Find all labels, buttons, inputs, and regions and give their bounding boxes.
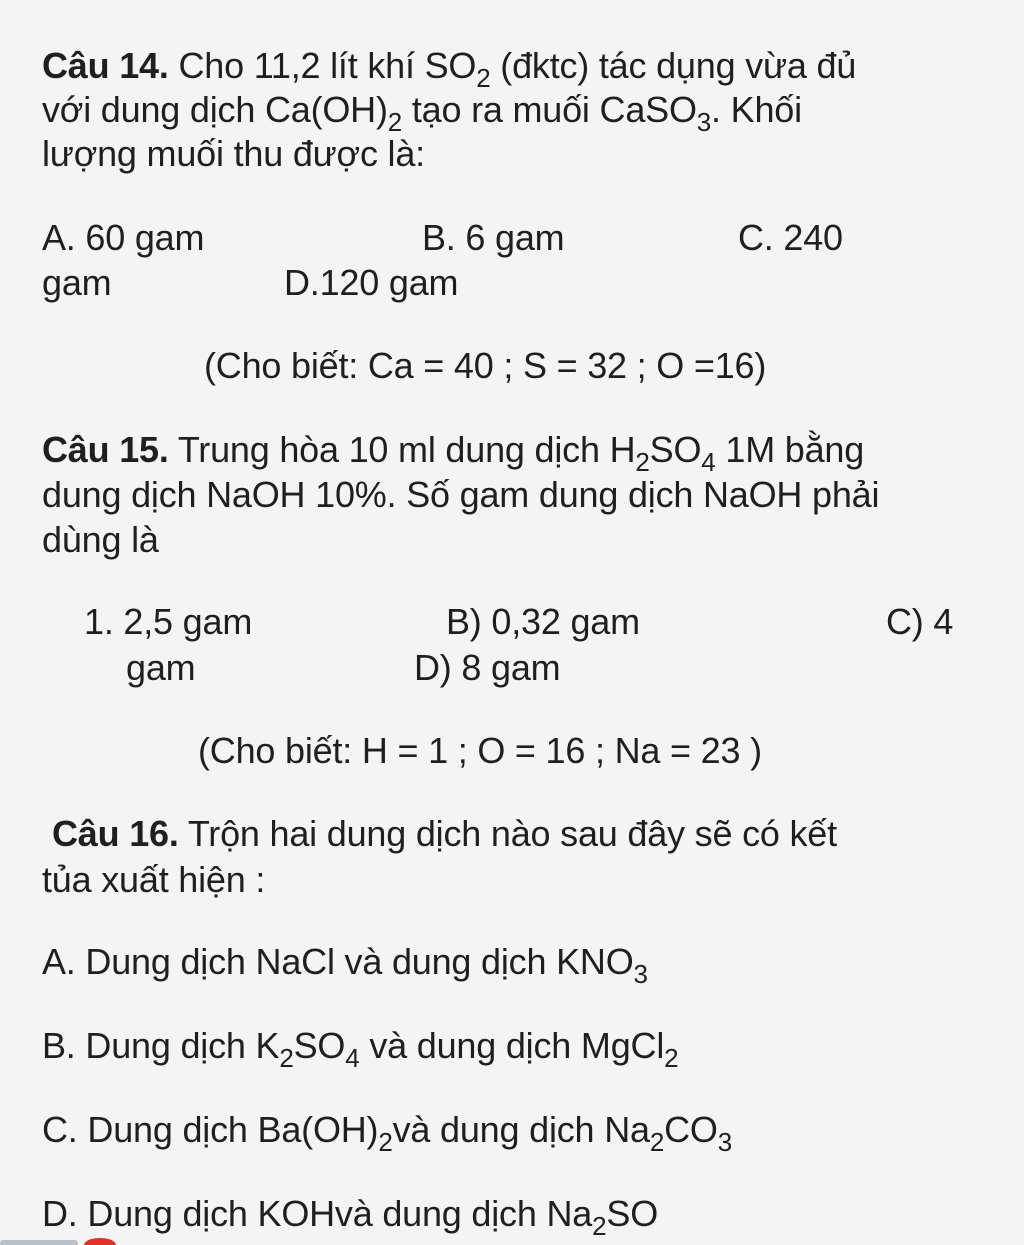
previous-line-fragment — [150, 0, 530, 4]
q15-heading: Câu 15. — [42, 429, 169, 470]
q14-option-c: C. 240 — [738, 217, 843, 258]
q16-line2: tủa xuất hiện : — [42, 859, 266, 900]
q15-hint: (Cho biết: H = 1 ; O = 16 ; Na = 23 ) — [198, 730, 762, 771]
gray-bar-shape — [0, 1240, 78, 1245]
q14-option-d: D.120 gam — [284, 262, 459, 303]
formula-baoh2: $Ba(OH)_2$ — [257, 1109, 393, 1157]
formula-na2so: $Na_2SO$ — [546, 1193, 659, 1241]
red-dot-shape — [84, 1238, 116, 1245]
formula-kno3: $KNO_3$ — [556, 941, 648, 989]
formula-na2co3: $Na_2CO_3$ — [604, 1109, 732, 1157]
bottom-cutoff-decoration — [0, 1235, 130, 1245]
q15-option-1: 1. 2,5 gam — [84, 601, 253, 642]
q16-heading: Câu 16. — [52, 813, 179, 854]
q16-option-c: C. Dung dịch $Ba(OH)_2và$ dung dịch $Na_2CO_3$ — [42, 1109, 732, 1157]
q15-line1: Câu 15. Trung hòa 10 ml dung dịch $H_2SO_4$ 1M bằng — [42, 429, 865, 477]
formula-caso3: CaSO$_3$ — [599, 89, 712, 137]
q15-option-b: B) 0,32 gam — [446, 601, 640, 642]
formula-h2so4: $H_2SO_4$ — [609, 429, 716, 477]
q14-option-c-cont: gam — [42, 262, 112, 303]
q14-line3: lượng muối thu được là: — [42, 133, 425, 174]
q14-line2: với dung dịch $Ca(OH)_2$ tạo ra muối CaSO$_3$. Khối — [42, 89, 802, 137]
q15-option-d: D) 8 gam — [414, 647, 561, 688]
formula-k2so4: $K_2SO_4$ — [255, 1025, 360, 1073]
q14-hint: (Cho biết: Ca = 40 ; S = 32 ; O =16) — [204, 345, 767, 386]
q15-option-c: C) 4 — [886, 601, 954, 642]
q16-option-a: A. Dung dịch NaCl và dung dịch $KNO_3$ — [42, 941, 648, 989]
q15-line3: dùng là — [42, 519, 159, 560]
formula-caoh2: $Ca(OH)_2$ — [264, 89, 403, 137]
q15-line2: dung dịch NaOH 10%. Số gam dung dịch NaOH phải — [42, 474, 880, 515]
formula-so2: $SO_2$ — [424, 45, 491, 93]
q14-line1: Câu 14. Cho 11,2 lít khí $SO_2$ (đktc) tác dụng vừa đủ — [42, 45, 857, 93]
q15-option-1-cont: gam — [126, 647, 196, 688]
q14-option-a: A. 60 gam — [42, 217, 205, 258]
q14-heading: Câu 14. — [42, 45, 169, 86]
q16-option-d: D. Dung dịch KOHvà dung dịch $Na_2SO$ — [42, 1193, 659, 1241]
q16-line1: Câu 16. Trộn hai dung dịch nào sau đây sẽ có kết — [52, 813, 837, 854]
q16-option-b: B. Dung dịch $K_2SO_4$ và dung dịch MgCl$_2$ — [42, 1025, 679, 1073]
formula-mgcl2: MgCl$_2$ — [580, 1025, 679, 1073]
q14-option-b: B. 6 gam — [422, 217, 565, 258]
